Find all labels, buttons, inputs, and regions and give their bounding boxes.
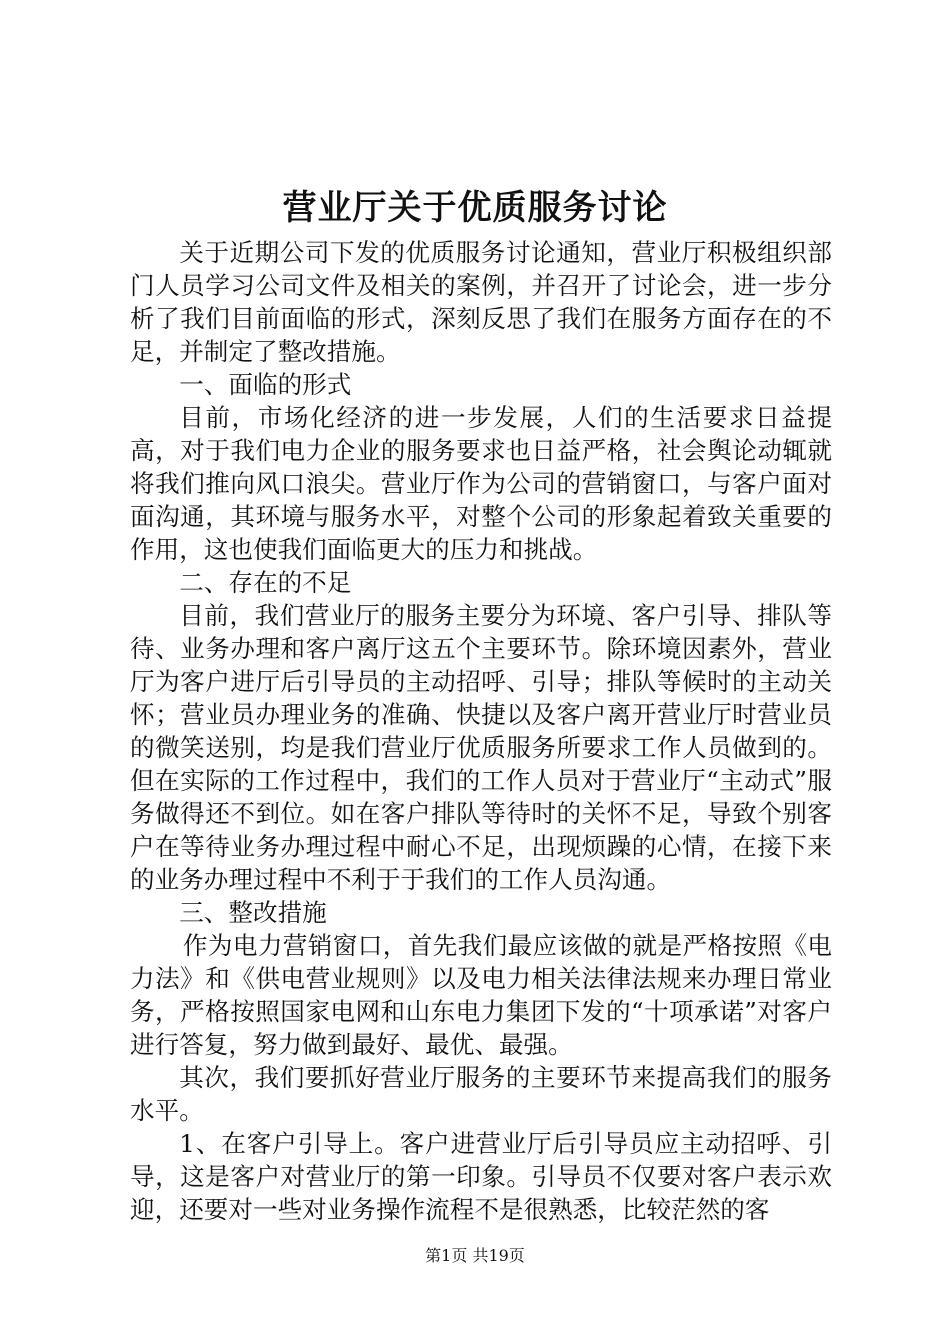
paragraph-guidance: 1、在客户引导上。客户进营业厅后引导员应主动招呼、引导，这是客户对营业厅的第一印象。引导员不仅要对客户表示欢迎，还要对一些对业务操作流程不是很熟悉，比较茫然的客 (130, 1129, 832, 1224)
section-heading-3: 三、整改措施 (179, 898, 327, 927)
section-heading-1: 一、面临的形式 (179, 370, 352, 399)
page-footer: 第1页 共19页 (425, 1246, 525, 1265)
document-body (130, 236, 832, 1226)
paragraph-intro: 关于近期公司下发的优质服务讨论通知，营业厅积极组织部门人员学习公司文件及相关的案例，并召开了讨论会，进一步分析了我们目前面临的形式，深刻反思了我们在服务方面存在的不足，并制定了整改措施。 (130, 238, 832, 366)
document-title: 营业厅关于优质服务讨论 (282, 188, 668, 228)
paragraph-second: 其次，我们要抓好营业厅服务的主要环节来提高我们的服务水平。 (130, 1063, 832, 1125)
paragraph-shortcomings: 目前，我们营业厅的服务主要分为环境、客户引导、排队等待、业务办理和客户离厅这五个主要环节。除环境因素外，营业厅为客户进厅后引导员的主动招呼、引导；排队等候时的主动关怀；营业员办理业务的准确、快捷以及客户离开营业厅时营业员的微笑送别，均是我们营业厅优质服务所要求工作人员做到的。但在实际的工作过程中，我们的工作人员对于营业厅“主动式”服务做得还不到位。如在客户排队等待时的关怀不足，导致个别客户在等待业务办理过程中耐心不足，出现烦躁的心情，在接下来的业务办理过程中不利于于我们的工作人员沟通。 (130, 601, 832, 894)
paragraph-measures: 作为电力营销窗口，首先我们最应该做的就是严格按照《电力法》和《供电营业规则》以及电力相关法律法规来办理日常业务，严格按照国家电网和山东电力集团下发的“十项承诺”对客户进行答复，努力做到最好、最优、最强。 (130, 931, 832, 1059)
paragraph-situation: 目前，市场化经济的进一步发展，人们的生活要求日益提高，对于我们电力企业的服务要求也日益严格，社会舆论动辄就将我们推向风口浪尖。营业厅作为公司的营销窗口，与客户面对面沟通，其环境与服务水平，对整个公司的形象起着致关重要的作用，这也使我们面临更大的压力和挑战。 (130, 403, 832, 564)
section-heading-2: 二、存在的不足 (179, 568, 352, 597)
